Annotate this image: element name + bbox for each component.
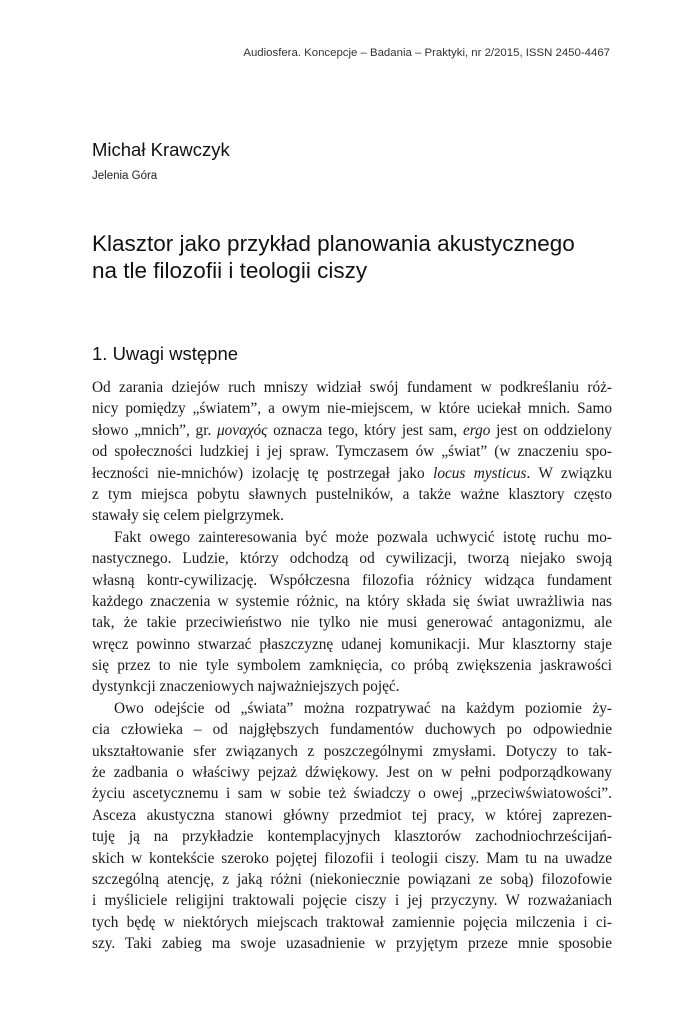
text-line: Fakt owego zainteresowania być może pozwala uchwycić istotę ruchu mo- xyxy=(114,528,612,546)
body-text xyxy=(92,377,612,955)
text-line: skich w kontekście szeroko pojętej filozofii i teologii ciszy. Mam tu na uwadze xyxy=(92,849,612,867)
section-heading: 1. Uwagi wstępne xyxy=(92,343,239,364)
greek-term: μοναχός xyxy=(216,421,268,439)
text-line: Od zarania dziejów ruch mniszy widział swój fundament w podkreślaniu róż- xyxy=(92,379,612,396)
text-line: życiu ascetycznemu i sam w sobie też świadczy o owej „przeciwświatowości”. xyxy=(92,785,612,803)
article-title-line-2: na tle filozofii i teologii ciszy xyxy=(92,258,368,283)
text-line: Owo odejście od „świata” można rozpatrywać na każdym poziomie ży- xyxy=(114,699,612,717)
text-line: szczególną atencję, z jaką różni (niekoniecznie powiązani ze sobą) filozofowie xyxy=(92,870,612,888)
author-affiliation: Jelenia Góra xyxy=(92,170,158,182)
text-line: nicy pomiędzy „światem”, a owym nie-miejscem, w które uciekał mnich. Samo xyxy=(92,400,612,418)
text-line: i myśliciele religijni traktowali pojęcie ciszy i jej przyczyny. W rozważaniach xyxy=(92,892,612,910)
text-line: z tym miejsca pobytu sławnych pustelników, a także ważne klasztory często xyxy=(92,485,612,503)
paragraph xyxy=(92,527,612,698)
text-line: cia człowieka – od najgłębszych fundamentów duchowych po odpowiednie xyxy=(92,721,612,739)
journal-header: Audiosfera. Koncepcje – Badania – Praktyki, nr 2/2015, ISSN 2450-4467 xyxy=(243,47,610,59)
latin-term: locus mysticus xyxy=(433,464,527,482)
text-line: nastycznego. Ludzie, którzy odchodzą od cywilizacji, tworzą niejako swoją xyxy=(92,550,612,568)
text-line: własną kontr-cywilizację. Współczesna filozofia różnicy widząca fundament xyxy=(92,571,612,589)
text-line: wręcz powinno stwarzać płaszczyznę udanej komunikacji. Mur klasztorny staje xyxy=(92,635,612,653)
author-name: Michał Krawczyk xyxy=(92,139,230,160)
text-line: że zadbania o właściwy pejzaż dźwiękowy. Jest on w pełni podporządkowany xyxy=(92,764,612,782)
text-line: szy. Taki zabieg ma swoje uzasadnienie w przyjętym przeze mnie sposobie xyxy=(92,935,612,953)
text-line: słowo „mnich”, gr. μοναχός oznacza tego, który jest sam, ergo jest on oddzielony xyxy=(92,421,612,439)
paragraph xyxy=(92,698,612,955)
text-line: tak, że takie przeciwieństwo nie tylko nie musi generować antagonizmu, ale xyxy=(92,614,612,632)
text-line: ukształtowanie sfer związanych z poszczególnymi zmysłami. Dotyczy to tak- xyxy=(92,742,612,760)
text-line: łeczności nie-mnichów) izolację tę postrzegał jako locus mysticus. W związku xyxy=(92,464,613,482)
article-title-line-1: Klasztor jako przykład planowania akustycznego xyxy=(92,231,575,256)
latin-term: ergo xyxy=(462,421,491,439)
text-line: każdego znaczenia w systemie różnic, na który składa się świat uwrażliwia nas xyxy=(92,592,612,610)
text-line: stawały się celem pielgrzymek. xyxy=(92,507,284,525)
paragraph xyxy=(92,377,612,527)
text-line: dystynkcji znaczeniowych najważniejszych pojęć. xyxy=(92,678,400,696)
text-line: od społeczności ludzkiej i jej spraw. Tymczasem ów „świat” (w znaczeniu spo- xyxy=(92,443,612,461)
text-line: Asceza akustyczna stanowi główny przedmiot tej pracy, w której zaprezen- xyxy=(92,806,612,824)
text-line: tuję ją na przykładzie kontemplacyjnych klasztorów zachodniochrześcijań- xyxy=(92,828,612,846)
text-line: się przez to nie tyle symbolem zamknięcia, co próbą zwiększenia jaskrawości xyxy=(92,657,612,675)
text-line: tych będę w niektórych miejscach traktował zamiennie pojęcia milczenia i ci- xyxy=(92,913,612,931)
article-title xyxy=(92,230,632,284)
